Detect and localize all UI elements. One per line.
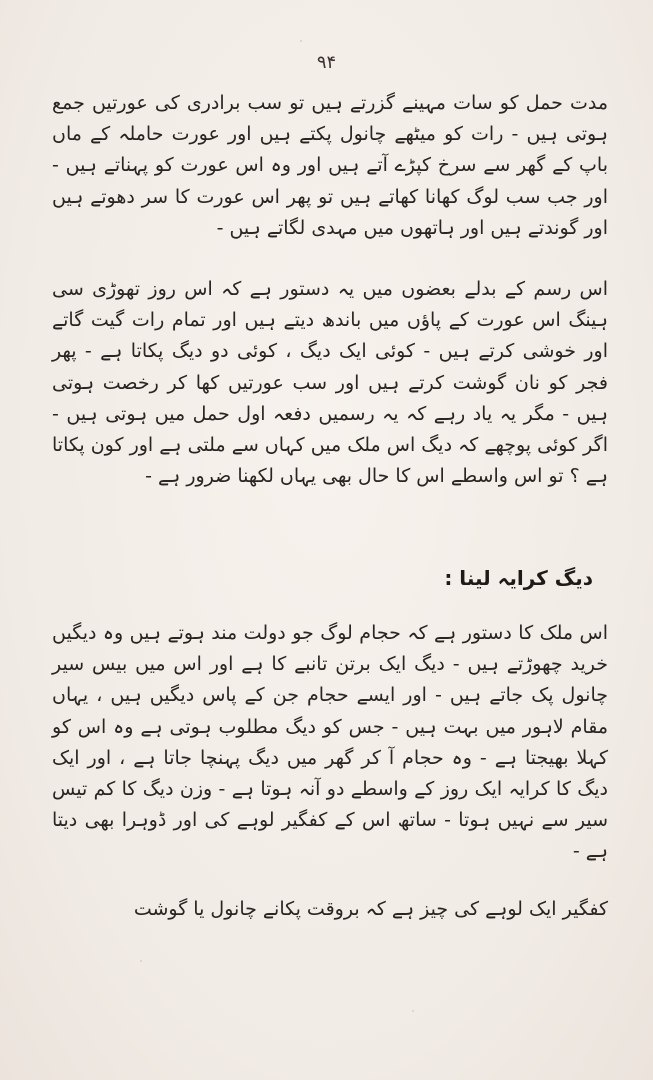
paper-speck (140, 960, 142, 962)
section-heading: دیگ کرایہ لینا : (444, 566, 593, 590)
paper-speck (300, 40, 302, 42)
paragraph-4: کفگیر ایک لوہے کی چیز ہے کہ بروقت پکانے چانول یا گوشت (133, 898, 608, 920)
paper-speck (412, 1010, 414, 1012)
paragraph-3: اس ملک کا دستور ہے کہ حجام لوگ جو دولت مند ہوتے ہیں وہ دیگیں خرید چھوڑتے ہیں - دیگ ایک برتن تانبے کا ہے اور اس میں بیس سیر چانول پک جاتے ہیں - اور ایسے حجام جن کے پاس دیگیں ہیں ، یہاں مقام لاہور میں بہت ہیں - جس کو دیگ مطلوب ہوتی ہے وہ اس کو کہلا بھیجتا ہے - وہ حجام آ کر گھر میں دیگ پہنچا جاتا ہے ، اور ایک دیگ کا کرایہ ایک روز کے واسطے دو آنہ ہوتا ہے - وزن دیگ کا کم تیس سیر سے نہیں ہوتا - ساتھ اس کے کفگیر لوہے کی اور ڈوہرا بھی دیتا ہے - (52, 622, 608, 863)
paragraph-1: مدت حمل کو سات مہینے گزرتے ہیں تو سب برادری کی عورتیں جمع ہوتی ہیں - رات کو میٹھے چانول پکتے ہیں اور عورت حاملہ کے ماں باپ کے گھر سے سرخ کپڑے آتے ہیں اور وہ اس عورت کو پہناتے ہیں - اور جب سب لوگ کھانا کھاتے ہیں تو پھر اس عورت کا سر دھوتے ہیں اور گوندتے ہیں اور ہاتھوں میں مہدی لگاتے ہیں - (52, 92, 608, 239)
page-number: ۹۴ (316, 52, 337, 73)
paragraph-2: اس رسم کے بدلے بعضوں میں یہ دستور ہے کہ اس روز تھوڑی سی ہینگ اس عورت کے پاؤں میں باندھ دیتے ہیں اور تمام رات گیت گاتے اور خوشی کرتے ہیں - کوئی ایک دیگ ، کوئی دو دیگ پکاتا ہے - پھر فجر کو نان گوشت کرتے ہیں اور سب عورتیں کھا کر رخصت ہوتی ہیں - مگر یہ یاد رہے کہ یہ رسمیں دفعہ اول حمل میں ہوتی ہیں - اگر کوئی پوچھے کہ دیگ اس ملک میں کہاں سے ملتی ہے اور کون پکاتا ہے ؟ تو اس واسطے اس کا حال بھی یہاں لکھنا ضرور ہے - (52, 278, 608, 488)
